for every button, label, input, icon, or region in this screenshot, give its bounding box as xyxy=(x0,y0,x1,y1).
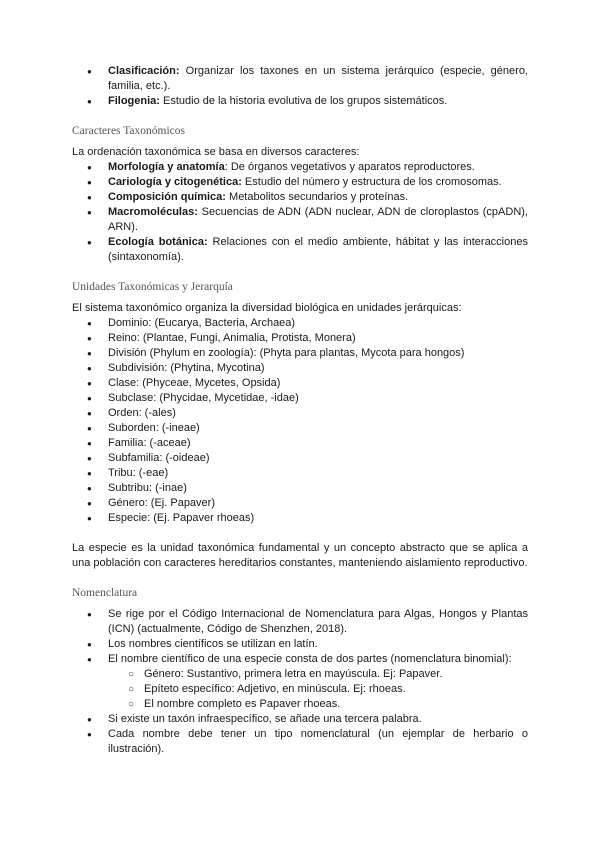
term-clasificacion: Clasificación: xyxy=(108,65,180,77)
term: Ecología botánica: xyxy=(108,236,208,248)
list-item: ● Se rige por el Código Internacional de Nomenclatura para Algas, Hongos y Plantas (ICN) (actualmente, Código de Shenzhen, 2018). xyxy=(72,607,528,637)
list-item: ● Especie: (Ej. Papaver rhoeas) xyxy=(72,511,528,526)
item-text: Relaciones con el medio ambiente, hábitat y las interacciones (sintaxonomía). xyxy=(108,236,528,263)
heading-nomenclatura: Nomenclatura xyxy=(72,587,138,599)
list-item: ● Orden: (-ales) xyxy=(72,406,528,421)
list-item: ● El nombre científico de una especie consta de dos partes (nomenclatura binomial): xyxy=(72,652,528,667)
term: Cariología y citogenética: xyxy=(108,176,242,188)
nomenclatura-list-cont xyxy=(72,712,528,757)
especie-paragraph: La especie es la unidad taxonómica fundamental y un concepto abstracto que se aplica a una población con caracteres hereditarios constantes, manteniendo aislamiento reproductivo. xyxy=(72,542,528,569)
heading-unidades: Unidades Taxonómicas y Jerarquía xyxy=(72,281,233,293)
list-item xyxy=(72,235,528,265)
caracteres-intro: La ordenación taxonómica se basa en diversos caracteres: xyxy=(72,146,360,158)
unidades-list xyxy=(72,316,528,526)
item-text: Estudio de la historia evolutiva de los grupos sistemáticos. xyxy=(159,95,448,107)
list-item: ● Tribu: (-eae) xyxy=(72,466,528,481)
list-item: ● Subtribu: (-inae) xyxy=(72,481,528,496)
heading-caracteres: Caracteres Taxonómicos xyxy=(72,125,185,137)
list-item: ● Cada nombre debe tener un tipo nomenclatural (un ejemplar de herbario o ilustración). xyxy=(72,727,528,757)
nomenclatura-list xyxy=(72,607,528,667)
term: Morfología y anatomía xyxy=(108,161,225,173)
list-item: ● Familia: (-aceae) xyxy=(72,436,528,451)
list-item xyxy=(72,175,528,190)
list-item: ● Clase: (Phyceae, Mycetes, Opsida) xyxy=(72,376,528,391)
list-item: ● Subfamilia: (-oideae) xyxy=(72,451,528,466)
list-item: ● División (Phylum en zoología): (Phyta para plantas, Mycota para hongos) xyxy=(72,346,528,361)
list-item: ● Subclase: (Phycidae, Mycetidae, -idae) xyxy=(72,391,528,406)
caracteres-list xyxy=(72,160,528,265)
list-item xyxy=(72,205,528,235)
item-text: : De órganos vegetativos y aparatos reproductores. xyxy=(224,161,475,173)
item-text: Metabolitos secundarios y proteínas. xyxy=(225,191,409,203)
item-text: Secuencias de ADN (ADN nuclear, ADN de cloroplastos (cpADN), ARN). xyxy=(108,206,528,233)
list-item: ● Reino: (Plantae, Fungi, Animalia, Protista, Monera) xyxy=(72,331,528,346)
list-item xyxy=(72,190,528,205)
list-item: ● Suborden: (-ineae) xyxy=(72,421,528,436)
list-item: ● Los nombres científicos se utilizan en latín. xyxy=(72,637,528,652)
document-page xyxy=(72,64,528,757)
sub-list-item: ○ El nombre completo es Papaver rhoeas. xyxy=(72,697,528,712)
list-item xyxy=(72,64,528,94)
item-text: Estudio del número y estructura de los cromosomas. xyxy=(241,176,502,188)
item-text: Organizar los taxones en un sistema jerárquico (especie, género, familia, etc.). xyxy=(108,65,528,92)
sub-list-item: ○ Epíteto específico: Adjetivo, en minúscula. Ej: rhoeas. xyxy=(72,682,528,697)
term: Macromoléculas: xyxy=(108,206,198,218)
list-item xyxy=(72,94,528,109)
unidades-intro: El sistema taxonómico organiza la diversidad biológica en unidades jerárquicas: xyxy=(72,302,462,314)
term: Composición química: xyxy=(108,191,226,203)
sub-list-item: ○ Género: Sustantivo, primera letra en mayúscula. Ej: Papaver. xyxy=(72,667,528,682)
term-filogenia: Filogenia: xyxy=(108,95,160,107)
list-item: ● Subdivisión: (Phytina, Mycotina) xyxy=(72,361,528,376)
list-item xyxy=(72,160,528,175)
list-item: ● Si existe un taxón infraespecífico, se añade una tercera palabra. xyxy=(72,712,528,727)
list-item: ● Dominio: (Eucarya, Bacteria, Archaea) xyxy=(72,316,528,331)
binomial-sublist xyxy=(72,667,528,712)
list-item: ● Género: (Ej. Papaver) xyxy=(72,496,528,511)
top-list xyxy=(72,64,528,109)
